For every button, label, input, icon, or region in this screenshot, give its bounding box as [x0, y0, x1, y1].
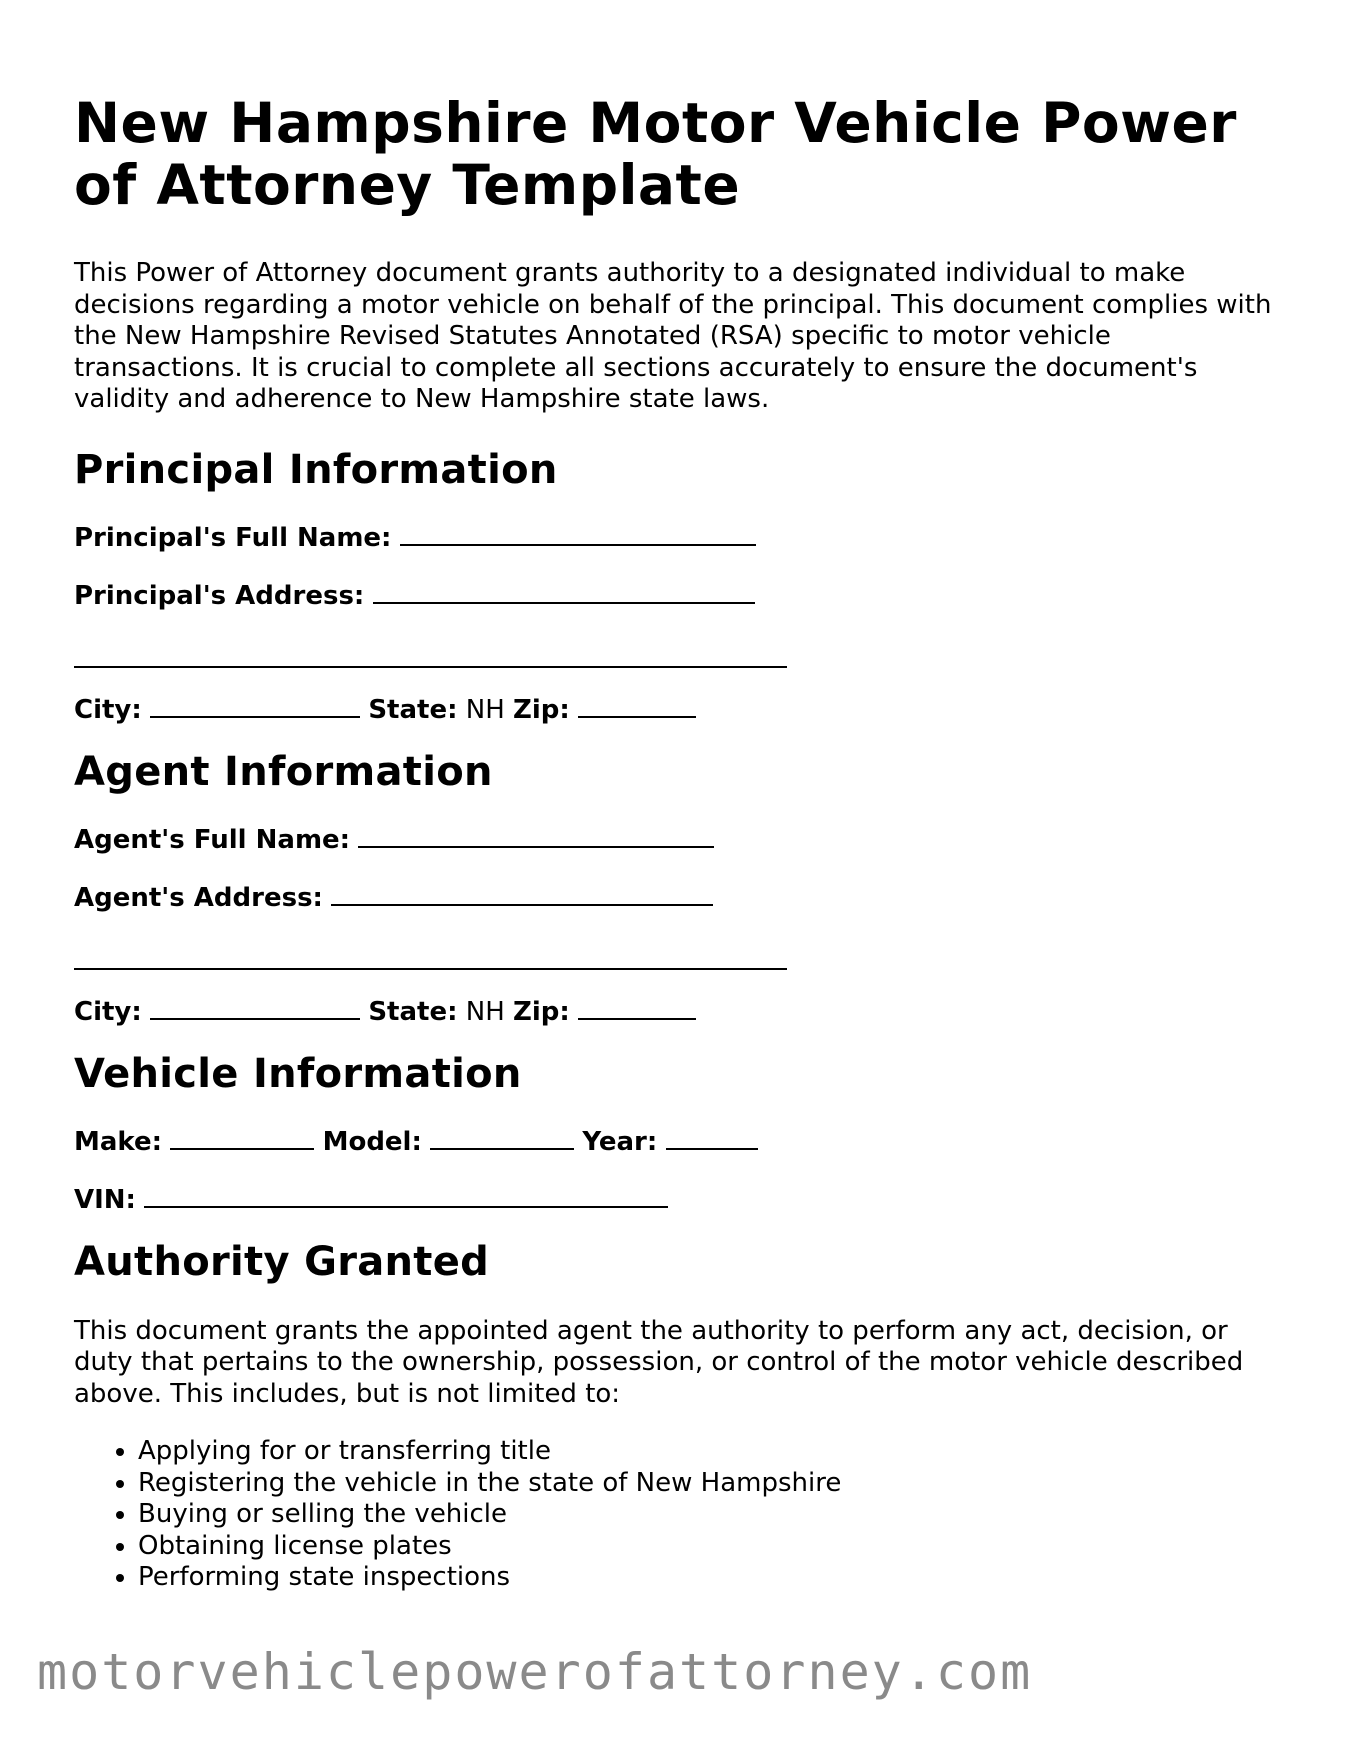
agent-address-line[interactable] [331, 880, 713, 906]
agent-address-field [74, 880, 1274, 914]
vehicle-year-label: Year: [582, 1126, 658, 1157]
authority-list-item: • Obtaining license plates [138, 1531, 1274, 1563]
agent-zip-line[interactable] [578, 994, 696, 1020]
watermark-url: motorvehiclepowerofattorney.com [37, 1643, 1033, 1701]
vehicle-make-label: Make: [74, 1126, 163, 1157]
principal-name-line[interactable] [400, 520, 756, 546]
agent-address-label: Agent's Address: [74, 882, 323, 913]
vehicle-vin-label: VIN: [74, 1184, 136, 1215]
principal-city-label: City: [74, 694, 142, 725]
authority-heading: Authority Granted [74, 1238, 490, 1285]
agent-city-label: City: [74, 996, 142, 1027]
agent-name-field [74, 822, 1274, 856]
principal-city-row [74, 692, 1274, 726]
principal-name-field [74, 520, 1274, 554]
authority-list-item: • Performing state inspections [138, 1562, 1274, 1594]
vehicle-year-line[interactable] [666, 1124, 758, 1150]
principal-state-value: NH [465, 694, 505, 725]
agent-name-label: Agent's Full Name: [74, 824, 351, 855]
principal-city-line[interactable] [150, 692, 360, 718]
agent-zip-label: Zip: [513, 996, 570, 1027]
principal-address-field [74, 578, 1274, 612]
principal-name-label: Principal's Full Name: [74, 522, 392, 553]
principal-zip-line[interactable] [578, 692, 696, 718]
vehicle-model-line[interactable] [430, 1124, 574, 1150]
authority-list-item: • Applying for or transferring title [138, 1436, 1274, 1468]
principal-heading: Principal Information [74, 446, 558, 493]
vehicle-vin-line[interactable] [144, 1182, 668, 1208]
agent-city-row [74, 994, 1274, 1028]
vehicle-heading: Vehicle Information [74, 1050, 522, 1097]
principal-address-line[interactable] [373, 578, 755, 604]
intro-paragraph: This Power of Attorney document grants authority to a designated individual to make decisions regarding a motor vehicle on behalf of the principal. This document complies with the New Hampshire Revised Statutes Annotated (RSA) specific to motor vehicle transactions. It is crucial to complete all sections accurately to ensure the document's validity and adherence to New Hampshire state laws. [74, 258, 1272, 414]
principal-address-line-2[interactable] [74, 638, 787, 668]
authority-paragraph: This document grants the appointed agent the authority to perform any act, decision, or duty that pertains to the ownership, possession, or control of the motor vehicle described above. This includes, but is not limited to: [74, 1315, 1244, 1409]
vehicle-details-row [74, 1124, 1274, 1158]
vehicle-model-label: Model: [322, 1126, 422, 1157]
principal-state-label: State: [368, 694, 458, 725]
agent-state-label: State: [368, 996, 458, 1027]
agent-heading: Agent Information [74, 748, 493, 795]
document-page [74, 92, 1274, 1594]
document-title: New Hampshire Motor Vehicle Power of Attorney Template [74, 91, 1237, 217]
agent-address-line-2[interactable] [74, 940, 787, 970]
principal-zip-label: Zip: [513, 694, 570, 725]
authority-list [74, 1436, 1274, 1594]
agent-state-value: NH [465, 996, 505, 1027]
authority-list-item: • Registering the vehicle in the state of New Hampshire [138, 1468, 1274, 1500]
authority-list-item: • Buying or selling the vehicle [138, 1499, 1274, 1531]
agent-city-line[interactable] [150, 994, 360, 1020]
agent-name-line[interactable] [358, 822, 714, 848]
principal-address-label: Principal's Address: [74, 580, 365, 611]
vehicle-vin-row [74, 1182, 1274, 1216]
vehicle-make-line[interactable] [170, 1124, 314, 1150]
